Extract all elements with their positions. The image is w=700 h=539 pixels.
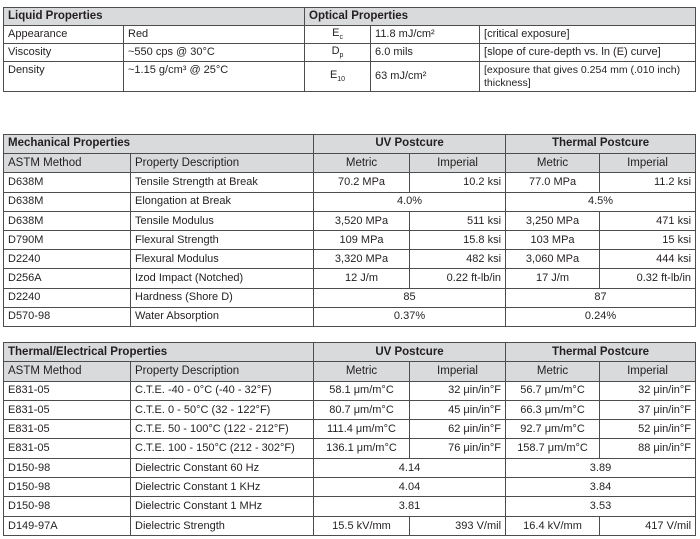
astm-method: E831-05 bbox=[4, 439, 131, 458]
optical-properties-header: Optical Properties bbox=[305, 8, 696, 26]
uv-imperial-value: 45 μin/in°F bbox=[410, 400, 506, 419]
col-astm-method: ASTM Method bbox=[4, 362, 131, 381]
col-property-description: Property Description bbox=[131, 154, 314, 173]
property-description: C.T.E. 0 - 50°C (32 - 122°F) bbox=[131, 400, 314, 419]
uv-metric-value: 111.4 μm/m°C bbox=[314, 420, 410, 439]
property-description: Flexural Modulus bbox=[131, 250, 314, 269]
property-description: Hardness (Shore D) bbox=[131, 288, 314, 307]
table-row bbox=[4, 269, 696, 288]
uv-postcure-header: UV Postcure bbox=[314, 135, 506, 154]
property-description: Elongation at Break bbox=[131, 192, 314, 211]
uv-imperial-value: 10.2 ksi bbox=[410, 173, 506, 192]
astm-method: D150-98 bbox=[4, 478, 131, 497]
thermal-imperial-value: 471 ksi bbox=[600, 211, 696, 230]
property-description: Dielectric Constant 1 KHz bbox=[131, 478, 314, 497]
thermal-metric-value: 66.3 μm/m°C bbox=[506, 400, 600, 419]
uv-imperial-value: 393 V/mil bbox=[410, 516, 506, 535]
thermal-metric-value: 17 J/m bbox=[506, 269, 600, 288]
uv-metric-value: 136.1 μm/m°C bbox=[314, 439, 410, 458]
uv-imperial-value: 32 μin/in°F bbox=[410, 381, 506, 400]
table-row bbox=[4, 250, 696, 269]
uv-metric-value: 15.5 kV/mm bbox=[314, 516, 410, 535]
astm-method: D150-98 bbox=[4, 497, 131, 516]
property-description: Dielectric Constant 60 Hz bbox=[131, 458, 314, 477]
property-description: C.T.E. 100 - 150°C (212 - 302°F) bbox=[131, 439, 314, 458]
table-row bbox=[4, 381, 696, 400]
astm-method: E831-05 bbox=[4, 381, 131, 400]
table-row bbox=[4, 211, 696, 230]
thermal-metric-value: 3,250 MPa bbox=[506, 211, 600, 230]
property-description: Tensile Modulus bbox=[131, 211, 314, 230]
uv-merged-value: 4.04 bbox=[314, 478, 506, 497]
uv-merged-value: 85 bbox=[314, 288, 506, 307]
col-thermal-imperial: Imperial bbox=[600, 362, 696, 381]
thermal-metric-value: 77.0 MPa bbox=[506, 173, 600, 192]
thermal-metric-value: 158.7 μm/m°C bbox=[506, 439, 600, 458]
thermal-merged-value: 0.24% bbox=[506, 307, 696, 326]
thermal-postcure-header: Thermal Postcure bbox=[506, 135, 696, 154]
thermal-imperial-value: 37 μin/in°F bbox=[600, 400, 696, 419]
optical-value: 11.8 mJ/cm² bbox=[371, 26, 480, 44]
uv-merged-value: 0.37% bbox=[314, 307, 506, 326]
property-description: Flexural Strength bbox=[131, 230, 314, 249]
thermal-imperial-value: 15 ksi bbox=[600, 230, 696, 249]
col-uv-metric: Metric bbox=[314, 362, 410, 381]
col-astm-method: ASTM Method bbox=[4, 154, 131, 173]
thermal-merged-value: 4.5% bbox=[506, 192, 696, 211]
property-description: Tensile Strength at Break bbox=[131, 173, 314, 192]
thermal-electrical-properties-table bbox=[3, 342, 696, 536]
thermal-metric-value: 3,060 MPa bbox=[506, 250, 600, 269]
liquid-prop-value: ~550 cps @ 30°C bbox=[124, 44, 305, 62]
optical-desc: [critical exposure] bbox=[480, 26, 696, 44]
liquid-prop-name: Viscosity bbox=[4, 44, 124, 62]
table-row bbox=[4, 26, 696, 44]
thermal-metric-value: 16.4 kV/mm bbox=[506, 516, 600, 535]
thermal-electrical-header: Thermal/Electrical Properties bbox=[4, 343, 314, 362]
uv-merged-value: 4.14 bbox=[314, 458, 506, 477]
property-description: Dielectric Strength bbox=[131, 516, 314, 535]
optical-desc: [exposure that gives 0.254 mm (.010 inch) thickness] bbox=[480, 62, 696, 92]
astm-method: D790M bbox=[4, 230, 131, 249]
thermal-merged-value: 87 bbox=[506, 288, 696, 307]
liquid-prop-name: Appearance bbox=[4, 26, 124, 44]
optical-symbol: $E_c$ bbox=[305, 26, 371, 44]
astm-method: E831-05 bbox=[4, 420, 131, 439]
col-property-description: Property Description bbox=[131, 362, 314, 381]
table-row bbox=[4, 230, 696, 249]
optical-value: 63 mJ/cm² bbox=[371, 62, 480, 92]
astm-method: D149-97A bbox=[4, 516, 131, 535]
uv-merged-value: 4.0% bbox=[314, 192, 506, 211]
table-row bbox=[4, 192, 696, 211]
table-row bbox=[4, 478, 696, 497]
uv-postcure-header: UV Postcure bbox=[314, 343, 506, 362]
table-row bbox=[4, 458, 696, 477]
astm-method: D150-98 bbox=[4, 458, 131, 477]
uv-imperial-value: 482 ksi bbox=[410, 250, 506, 269]
thermal-imperial-value: 52 μin/in°F bbox=[600, 420, 696, 439]
col-thermal-metric: Metric bbox=[506, 154, 600, 173]
property-description: Izod Impact (Notched) bbox=[131, 269, 314, 288]
thermal-imperial-value: 88 μin/in°F bbox=[600, 439, 696, 458]
optical-symbol: $E_{10}$ bbox=[305, 62, 371, 92]
liquid-prop-value: Red bbox=[124, 26, 305, 44]
thermal-metric-value: 92.7 μm/m°C bbox=[506, 420, 600, 439]
uv-metric-value: 3,320 MPa bbox=[314, 250, 410, 269]
astm-method: D2240 bbox=[4, 288, 131, 307]
mechanical-properties-table bbox=[3, 134, 696, 327]
uv-imperial-value: 0.22 ft-lb/in bbox=[410, 269, 506, 288]
uv-imperial-value: 62 μin/in°F bbox=[410, 420, 506, 439]
astm-method: D638M bbox=[4, 173, 131, 192]
liquid-optical-table bbox=[3, 7, 696, 92]
uv-metric-value: 70.2 MPa bbox=[314, 173, 410, 192]
astm-method: D570-98 bbox=[4, 307, 131, 326]
thermal-postcure-header: Thermal Postcure bbox=[506, 343, 696, 362]
uv-metric-value: 12 J/m bbox=[314, 269, 410, 288]
liquid-properties-header: Liquid Properties bbox=[4, 8, 305, 26]
liquid-prop-name: Density bbox=[4, 62, 124, 92]
liquid-prop-value: ~1.15 g/cm³ @ 25°C bbox=[124, 62, 305, 92]
mechanical-properties-header: Mechanical Properties bbox=[4, 135, 314, 154]
uv-metric-value: 109 MPa bbox=[314, 230, 410, 249]
thermal-merged-value: 3.89 bbox=[506, 458, 696, 477]
col-thermal-metric: Metric bbox=[506, 362, 600, 381]
table-row bbox=[4, 307, 696, 326]
table-row bbox=[4, 288, 696, 307]
col-uv-imperial: Imperial bbox=[410, 154, 506, 173]
optical-symbol: $D_p$ bbox=[305, 44, 371, 62]
thermal-merged-value: 3.53 bbox=[506, 497, 696, 516]
thermal-imperial-value: 32 μin/in°F bbox=[600, 381, 696, 400]
uv-imperial-value: 511 ksi bbox=[410, 211, 506, 230]
thermal-metric-value: 56.7 μm/m°C bbox=[506, 381, 600, 400]
uv-merged-value: 3.81 bbox=[314, 497, 506, 516]
astm-method: D638M bbox=[4, 192, 131, 211]
uv-metric-value: 3,520 MPa bbox=[314, 211, 410, 230]
optical-desc: [slope of cure-depth vs. ln (E) curve] bbox=[480, 44, 696, 62]
astm-method: D638M bbox=[4, 211, 131, 230]
table-row bbox=[4, 420, 696, 439]
table-row bbox=[4, 516, 696, 535]
thermal-imperial-value: 444 ksi bbox=[600, 250, 696, 269]
table-row bbox=[4, 497, 696, 516]
property-description: Water Absorption bbox=[131, 307, 314, 326]
uv-imperial-value: 76 μin/in°F bbox=[410, 439, 506, 458]
astm-method: D256A bbox=[4, 269, 131, 288]
property-description: Dielectric Constant 1 MHz bbox=[131, 497, 314, 516]
optical-value: 6.0 mils bbox=[371, 44, 480, 62]
table-row bbox=[4, 400, 696, 419]
thermal-merged-value: 3.84 bbox=[506, 478, 696, 497]
uv-metric-value: 80.7 μm/m°C bbox=[314, 400, 410, 419]
col-uv-metric: Metric bbox=[314, 154, 410, 173]
uv-metric-value: 58.1 μm/m°C bbox=[314, 381, 410, 400]
astm-method: D2240 bbox=[4, 250, 131, 269]
thermal-metric-value: 103 MPa bbox=[506, 230, 600, 249]
astm-method: E831-05 bbox=[4, 400, 131, 419]
thermal-imperial-value: 417 V/mil bbox=[600, 516, 696, 535]
property-description: C.T.E. -40 - 0°C (-40 - 32°F) bbox=[131, 381, 314, 400]
thermal-imperial-value: 11.2 ksi bbox=[600, 173, 696, 192]
table-row bbox=[4, 173, 696, 192]
table-row bbox=[4, 44, 696, 62]
table-row bbox=[4, 439, 696, 458]
thermal-imperial-value: 0.32 ft-lb/in bbox=[600, 269, 696, 288]
table-row bbox=[4, 62, 696, 92]
col-thermal-imperial: Imperial bbox=[600, 154, 696, 173]
property-description: C.T.E. 50 - 100°C (122 - 212°F) bbox=[131, 420, 314, 439]
uv-imperial-value: 15.8 ksi bbox=[410, 230, 506, 249]
col-uv-imperial: Imperial bbox=[410, 362, 506, 381]
